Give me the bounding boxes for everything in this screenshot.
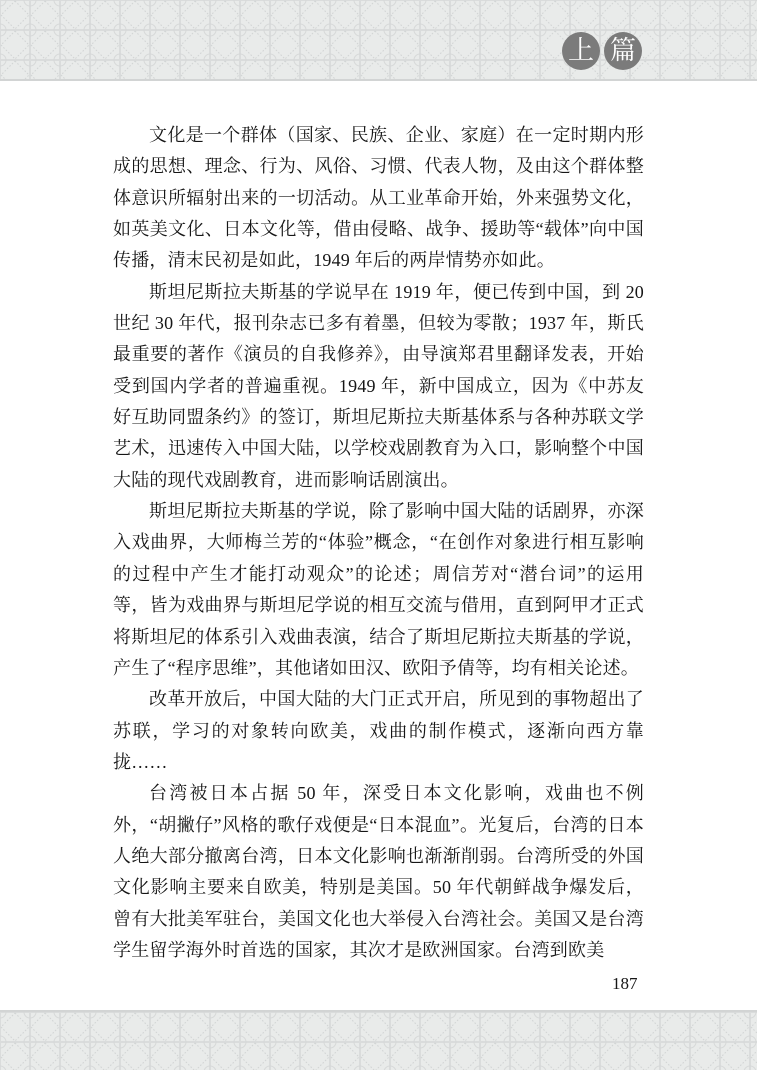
badge-char-shang: 上: [567, 36, 594, 65]
paragraph-stanislavski-arrival: 斯坦尼斯拉夫斯基的学说早在 1919 年，便已传到中国，到 20 世纪 30 年代，报刊杂志已多有着墨，但较为零散；1937 年，斯氏最重要的著作《演员的自我修养》，由导演郑君里翻译发表，开始受到国内学者的普遍重视。1949 年，新中国成立，因为《中苏友好互助同盟条约》的签订，斯坦尼斯拉夫斯基体系与各种苏联文学艺术，迅速传入中国大陆，以学校戏剧教育为入口，影响整个中国大陆的现代戏剧教育，进而影响话剧演出。: [113, 281, 644, 490]
paragraph-culture-definition: 文化是一个群体（国家、民族、企业、家庭）在一定时期内形成的思想、理念、行为、风俗、习惯、代表人物，及由这个群体整体意识所辐射出来的一切活动。从工业革命开始，外来强势文化，如英美文化、日本文化等，借由侵略、战争、援助等“载体”向中国传播，清末民初是如此，1949 年后的两岸情势亦如此。: [113, 125, 644, 271]
paragraph-reform-opening: 改革开放后，中国大陆的大门正式开启，所见到的事物超出了苏联，学习的对象转向欧美，戏曲的制作模式，逐渐向西方靠拢……: [113, 689, 644, 772]
header-decorative-band: [0, 0, 757, 81]
paragraph-taiwan-influence: 台湾被日本占据 50 年，深受日本文化影响，戏曲也不例外，“胡撇仔”风格的歌仔戏便是“日本混血”。光复后，台湾的日本人绝大部分撤离台湾，日本文化影响也渐渐削弱。台湾所受的外国文化影响主要来自欧美，特别是美国。50 年代朝鲜战争爆发后，曾有大批美军驻台，美国文化也大举侵入台湾社会。美国又是台湾学生留学海外时首选的国家，其次才是欧洲国家。台湾到欧美: [113, 783, 644, 960]
page-body-text: [113, 120, 644, 966]
section-badge: [562, 32, 642, 70]
badge-circle-first: [562, 32, 600, 70]
paragraph-stanislavski-opera: 斯坦尼斯拉夫斯基的学说，除了影响中国大陆的话剧界，亦深入戏曲界，大师梅兰芳的“体验”概念，“在创作对象进行相互影响的过程中产生才能打动观众”的论述；周信芳对“潜台词”的运用等，皆为戏曲界与斯坦尼学说的相互交流与借用，直到阿甲才正式将斯坦尼的体系引入戏曲表演，结合了斯坦尼斯拉夫斯基的学说，产生了“程序思维”，其他诸如田汉、欧阳予倩等，均有相关论述。: [113, 501, 644, 678]
page-number: 187: [612, 974, 638, 993]
geometric-pattern-top: [0, 0, 757, 79]
badge-char-pian: 篇: [609, 36, 636, 65]
badge-circle-second: [604, 32, 642, 70]
geometric-pattern-bottom: [0, 1012, 757, 1070]
footer-decorative-band: [0, 1010, 757, 1070]
